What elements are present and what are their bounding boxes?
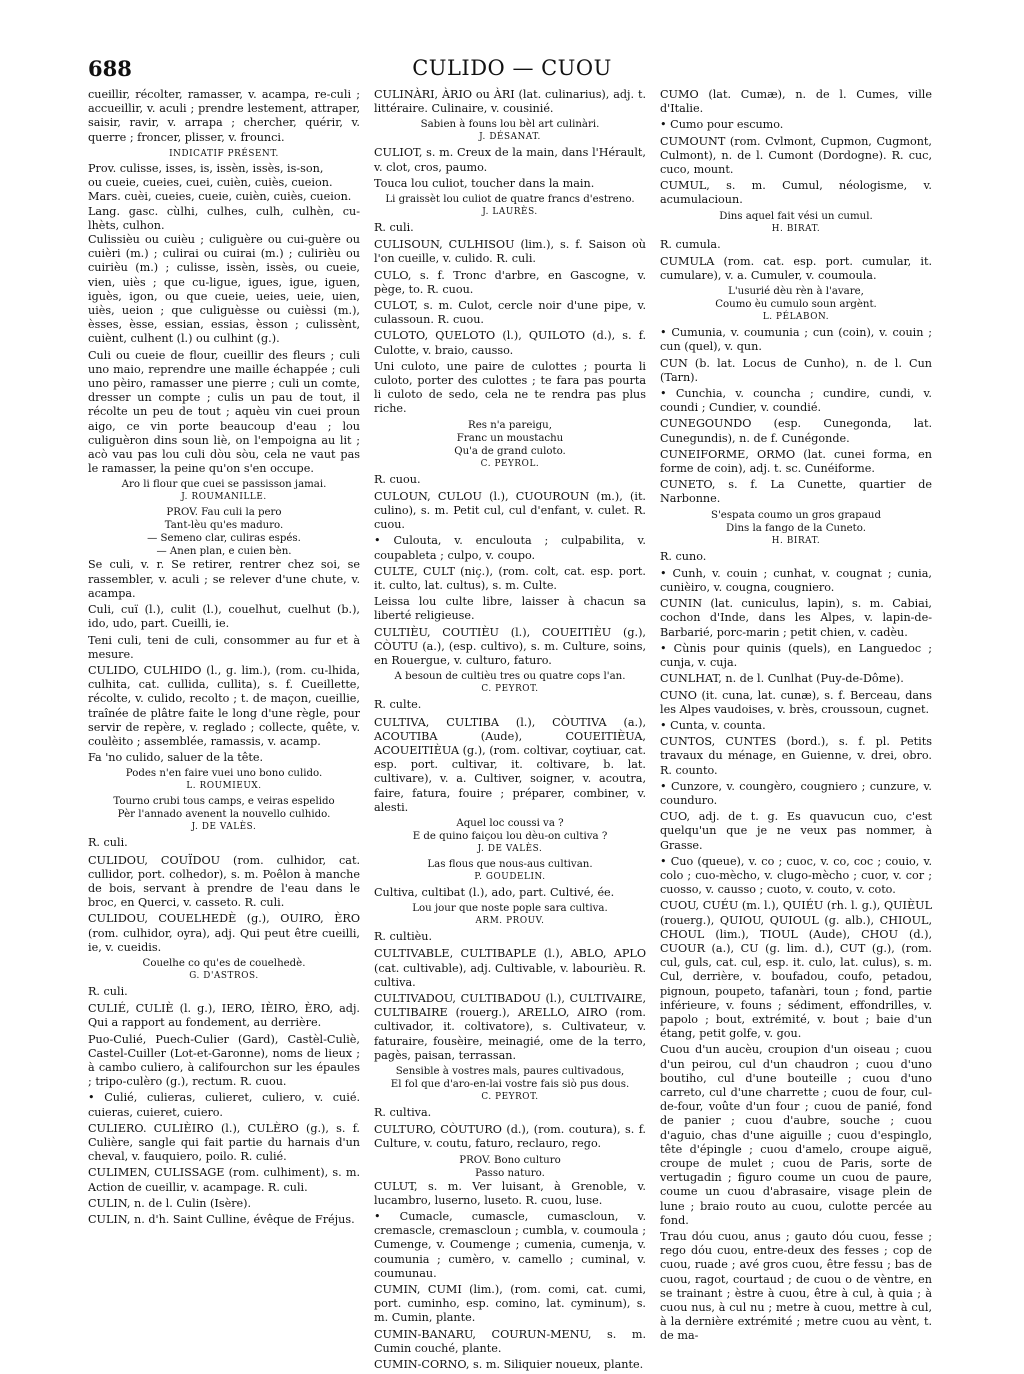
column-3-entry-text: CUNLHAT, n. de l. Cunlhat (Puy-de-Dôme). <box>660 672 904 686</box>
column-3-entry-text: CUNEGOUNDO (esp. Cunegonda, lat. Cunegundis), n. de f. Cunégonde. <box>660 417 932 445</box>
column-3-entry-text: CUMUL, s. m. Cumul, néologisme, v. acumulacioun. <box>660 179 932 207</box>
column-1-entry-text: CULIERO. CULIÈIRO (l.), CULÈRO (g.), s. f. Culière, sangle qui fait partie du harnais d'un cheval, v. fauquiero, poilo. R. culié. <box>88 1121 360 1164</box>
column-2-attribution: P. GOUDELIN. <box>474 871 546 882</box>
column-1-attribution: J. ROUMANILLE. <box>181 492 267 503</box>
column-1-attribution: J. DE VALÈS. <box>191 822 257 833</box>
column-2-quotation-line: Sabien à founs lou bèl art culinàri. <box>420 119 600 131</box>
column-1-quotation-line: Tant-lèu qu'es maduro. <box>164 520 284 532</box>
column-3-entry-text: CUMULA (rom. cat. esp. port. cumular, it. cumulare), v. a. Cumuler, v. coumoula. <box>660 254 932 283</box>
column-3-entry-text: • Cunchia, v. counchа ; cundire, cundi, v. coundi ; Cundier, v. coundié. <box>660 387 932 415</box>
column-2-attribution: J. LAURÈS. <box>482 207 538 218</box>
column-2-entry-text: CUMIN-BANARU, COURUN-MENU, s. m. Cumin couché, plante. <box>374 1327 646 1355</box>
column-1-entry-text: Se culi, v. r. Se retirer, rentrer chez soi, se rassembler, v. aculi ; se relever d'une chute, v. acampa. <box>88 558 360 600</box>
page-number: 688 <box>88 56 132 81</box>
running-head: CULIDO — CUOU <box>412 56 612 80</box>
column-1-attribution: L. ROUMIEUX. <box>186 781 262 792</box>
column-2-quotation-line: Aquel loc coussi va ? <box>456 817 564 829</box>
column-3-quotation-line: Dins la fango de la Cuneto. <box>726 522 866 534</box>
column-1-entry-text: CULIÉ, CULIÈ (l. g.), IERO, IÈIRO, ÈRO, adj. Qui a rapport au fondement, au derrière. <box>88 1002 360 1030</box>
column-2-entry-text: CULTE, CULT (niç.), (rom. colt, cat. esp. port. it. culto, lat. cultus), s. m. Culte. <box>374 564 646 593</box>
column-2-entry-text: CUMIN, CUMI (lim.), (rom. comi, cat. cumi, port. cuminho, esp. comino, lat. cyminum), s. m. Cumin, plante. <box>374 1282 646 1325</box>
column-2-attribution: J. DE VALÈS. <box>477 843 543 854</box>
column-2-entry-text: CULTIVADOU, CULTIBADOU (l.), CULTIVAIRE, CULTIBAIRE (rouerg.), ARELLO, AIRO (rom. cultivador, it. coltivatore), s. Cultivateur, v. faturaire, fousèire, meinagié, ome de la terro, pagès, paisan, terrassan. <box>374 991 646 1062</box>
column-1-entry-text: • Culié, culieras, culieret, culiero, v. cuié. cuieras, cuieret, cuiero. <box>88 1091 360 1119</box>
column-3-entry-text: CUNETO, s. f. La Cunette, quartier de Narbonne. <box>660 478 932 506</box>
column-3-entry-text: CUMO (lat. Cumæ), n. de l. Cumes, ville d'Italie. <box>660 88 932 116</box>
column-2-attribution: ARM. PROUV. <box>475 916 545 927</box>
column-2-entry-text: CULUT, s. m. Ver luisant, à Grenoble, v. lucambro, luserno, luseto. R. cuou, luse. <box>374 1179 646 1207</box>
column-2-quotation-line: El fol que d'aro-en-lai vostre fais siò pus dous. <box>390 1078 630 1090</box>
column-2-attribution: C. PEYROT. <box>481 1091 539 1102</box>
column-1-quotation-line: Tourno crubi tous camps, e veiras espelido <box>113 796 335 808</box>
column-1-entry-text: CULIDOU, COUELHEDÈ (g.), OUIRO, ÈRO (rom. culhidor, oyra), adj. Qui peut être cueilli, ie, v. cueidis. <box>88 912 360 954</box>
column-2-entry-text: • Cumacle, cumascle, cumascloun, v. cremascle, cremascloun ; cumbla, v. coumoula ; Cumenge, v. Coumenge ; cumenia, cumenja, v. coumunia ; cumèro, v. camello ; cuminal, v. coumunau. <box>374 1209 646 1280</box>
column-2-entry-text: CULTIVA, CULTIBA (l.), CÒUTIVA (a.), ACOUTIBA (Aude), COUEITIÈUA, ACOUEITIÈUA (g.), (rom. coltivar, coytiuar, cat. esp. port. cultivar, it. coltivare, b. lat. cultivare), v. a. Cultiver, soigner, v. acoutra, faire, fatura, fouire ; préparer, combiner, v. alesti. <box>374 715 646 814</box>
column-1-entry-text: Prov. culisse, isses, is, issèn, issès, is-son, <box>88 162 324 176</box>
column-3-entry-text: • Cumunia, v. coumunia ; cun (coin), v. couin ; cun (quel), v. qun. <box>660 326 932 354</box>
column-1-entry-text: Culi, cuï (l.), culit (l.), couelhut, cuelhut (b.), ido, udo, part. Cueilli, ie. <box>88 603 360 631</box>
column-2-reference: R. culi. <box>374 221 414 235</box>
column-2-entry-text: CULTIÈU, COUTIÈU (l.), COUEITIÈU (g.), CÒUTU (a.), (esp. cultivo), s. m. Culture, soins, en Rouergue, v. culturo, faturo. <box>374 625 646 668</box>
column-3 <box>660 88 932 1346</box>
column-1-quotation-line: PROV. Fau culi la pero <box>166 507 282 519</box>
column-2-quotation-line: Lou jour que noste pople sara cultiva. <box>412 903 608 915</box>
column-2-quotation-line: Res n'a pareigu, <box>468 419 552 431</box>
column-2-attribution: J. DÉSANAT. <box>479 132 541 143</box>
column-2-reference: R. cultièu. <box>374 930 433 944</box>
column-2-entry-text: CUMIN-CORNO, s. m. Siliquier noueux, plante. <box>374 1358 644 1371</box>
column-2-entry-text: • Culouta, v. enculouta ; culpabilita, v. coupableta ; culpo, v. coupo. <box>374 534 646 562</box>
column-2-entry-text: CULINÀRI, ÀRIO ou ÀRI (lat. culinarius), adj. t. littéraire. Culinaire, v. cousinié. <box>374 88 646 116</box>
column-3-entry-text: CUNEIFORME, ORMO (lat. cunei forma, en forme de coin), adj. t. sc. Cunéiforme. <box>660 447 932 476</box>
column-2-entry-text: CULTIVABLE, CULTIBAPLE (l.), ABLO, APLO (cat. cultivable), adj. Cultivable, v. labourièu. R. cultiva. <box>374 947 646 989</box>
column-1-entry-text: CULIDO, CULHIDO (l., g. lim.), (rom. cu-lhida, culhita, cat. cullida, cullita), s. f. Cueillette, récolte, v. culido, recolto ; t. de maçon, cueillie, traînée de plâtre faite le long d'une règle, pour servir de repère, v. reglado ; collecte, quête, v. coulèito ; assemblée, ramassis, v. acamp. <box>88 663 360 748</box>
column-3-quotation-line: L'usurié dèu rèn à l'avare, <box>728 286 864 298</box>
column-3-quotation-line: S'espata coumo un gros grapaud <box>711 509 881 521</box>
column-2-entry-text: Uni culoto, une paire de culottes ; pourta li culoto, porter des culottes ; te fara pas pourta li culoto de sedo, cela ne te rendra pas plus riche. <box>374 359 646 416</box>
column-1-entry-text: Puo-Culié, Puech-Culier (Gard), Castèl-Culiè, Castel-Cuiller (Lot-et-Garonne), noms de lieux ; à cambo culiero, à califourchon sur les épaules ; tripo-culèro (g.), rectum. R. cuou. <box>88 1032 360 1089</box>
column-1-quotation-line: Pèr l'annado avenent la nouvello culhido. <box>117 809 331 821</box>
column-3-reference: R. cuno. <box>660 549 707 563</box>
column-2-entry-text: CULIOT, s. m. Creux de la main, dans l'Hérault, v. clot, cros, paumo. <box>374 146 646 174</box>
column-1-subheading: INDICATIF PRÉSENT. <box>169 148 279 159</box>
column-3-entry-text: • Cuo (queue), v. co ; cuoc, v. co, coc ; couio, v. colo ; cuo-mècho, v. clugo-mècho ; cuor, v. cor ; cuosso, v. causso ; cuoto, v. couto, v. coto. <box>660 854 932 897</box>
column-1-quotation-line: Podes n'en faire vuei uno bono culido. <box>125 768 323 780</box>
column-2-entry-text: CULOUN, CULOU (l.), CUOUROUN (m.), (it. culino), s. m. Petit cul, cul d'enfant, v. culet. R. cuou. <box>374 489 646 532</box>
column-2-entry-text: CULOT, s. m. Culot, cercle noir d'une pipe, v. culassoun. R. cuou. <box>374 299 646 327</box>
column-3-reference: R. cumula. <box>660 237 721 251</box>
column-2-entry-text: Cultiva, cultibat (l.), ado, part. Cultivé, ée. <box>374 885 615 899</box>
column-2-quotation-line: Qu'a de grand culoto. <box>454 445 566 457</box>
column-2-quotation-line: Li graissèt lou culiot de quatre francs d'estreno. <box>385 194 635 206</box>
column-1-entry-text: CULIN, n. d'h. Saint Culline, évêque de Fréjus. <box>88 1213 355 1226</box>
column-1-entry-text: ou cueie, cueies, cuei, cuièn, cuiès, cueion. <box>88 176 333 190</box>
column-2-entry-text: CULOTO, QUELOTO (l.), QUILOTO (d.), s. f. Culotte, v. braio, causso. <box>374 329 646 357</box>
column-2-entry-text: CULO, s. f. Tronc d'arbre, en Gascogne, v. pège, to. R. cuou. <box>374 268 646 296</box>
column-1 <box>88 88 360 1229</box>
column-3-entry-text: Cuou d'un aucèu, croupion d'un oiseau ; cuou d'un peirou, cul d'un chaudron ; cuou d'uno boutiho, cul d'une bouteille ; cuou d'uno carreto, cul d'une charrette ; cuou de four, cul-de-four, voûte d'un four ; cuou de panié, fond de panier ; cuou d'aubre, souche ; cuou d'aguio, chas d'une aiguille ; cuou d'espinglo, tête d'épingle ; cuou d'amelo, croupe aiguë, croupe de mulet ; cuou de Paris, sorte de vertugadin ; figuro coume un cuou de paure, coume un cuou d'abrasaire, visage plein de lune ; braio routo au cuou, culotte percée au fond. <box>660 1043 932 1227</box>
column-3-attribution: H. BIRAT. <box>771 535 821 546</box>
column-3-entry-text: CUN (b. lat. Locus de Cunho), n. de l. Cun (Tarn). <box>660 356 932 384</box>
column-3-attribution: L. PÉLABON. <box>762 312 830 323</box>
column-3-entry-text: • Cumo pour escumo. <box>660 118 784 132</box>
column-2-reference: R. culte. <box>374 698 422 712</box>
column-1-entry-text: Mars. cuèi, cueies, cueie, cuièn, cuiès, cueion. <box>88 190 352 204</box>
column-1-entry-text: CULIMEN, CULISSAGE (rom. culhiment), s. m. Action de cueillir, v. acampage. R. culi. <box>88 1166 360 1194</box>
column-1-reference: R. culi. <box>88 984 128 998</box>
column-1-entry-text: Fa 'no culido, saluer de la tête. <box>88 751 264 765</box>
column-3-entry-text: • Cunh, v. couin ; cunhat, v. cougnat ; cunia, cunièiro, v. cougna, cougniero. <box>660 566 932 595</box>
column-1-quotation-line: Aro li flour que cuei se passisson jamai. <box>121 479 327 491</box>
column-3-entry-text: CUMOUNT (rom. Cvlmont, Cupmon, Cugmont, Culmont), n. de l. Cumont (Dordogne). R. cuc, cuco, mount. <box>660 134 932 177</box>
column-3-entry-text: CUNIN (lat. cuniculus, lapin), s. m. Cabiai, cochon d'Inde, dans les Alpes, v. lapin-de-Barbarié, porc-marin ; petit chien, v. cadèu. <box>660 597 932 639</box>
column-2-entry-text: CULISOUN, CULHISOU (lim.), s. f. Saison où l'on cueille, v. culido. R. culi. <box>374 238 646 266</box>
column-2-entry-text: Touca lou culiot, toucher dans la main. <box>374 176 595 190</box>
column-2-reference: R. cuou. <box>374 472 421 486</box>
column-1-quotation-line: Couelhe co qu'es de couelhedè. <box>142 957 306 969</box>
column-3-entry-text: • Cunzore, v. coungèro, cougniero ; cunzure, v. counduro. <box>660 779 932 807</box>
column-3-entry-text: • Cùnis pour quinis (quels), en Languedoc ; cunja, v. cuja. <box>660 641 932 670</box>
column-3-entry-text: CUOU, CUÉU (m. l.), QUIÉU (rh. l. g.), QUIÈUL (rouerg.), QUIOU, QUIOUL (g. alb.), CHIOUL, CHOUL (lim.), TIOUL (Aude), CHOU (d.), CUOUR (a.), CU (g. lim. d.), CUT (g.), (rom. cul, guls, cat. cul, esp. it. culo, lat. culus), s. m. Cul, derrière, v. boufadou, coufo, petadou, pignoun, poupeto, tafanàri, toun ; fond, partie inférieure, v. founs ; sédiment, effondrilles, v. papolo ; bout, extrémité, v. bout ; baie d'un étang, petit golfe, v. gou. <box>660 899 932 1041</box>
column-2-attribution: C. PEYROT. <box>481 684 539 695</box>
column-3-entry-text: CUNO (it. cuna, lat. cunæ), s. f. Berceau, dans les Alpes vaudoises, v. brès, croussoun, cugnet. <box>660 688 932 716</box>
column-3-entry-text: • Cunta, v. counta. <box>660 718 766 732</box>
column-2-quotation-line: E de quino faiçou lou dèu-on cultiva ? <box>412 830 608 842</box>
column-1-entry-text: CULIN, n. de l. Culin (Isère). <box>88 1196 252 1210</box>
column-1-entry-text: CULIDOU, COUÏDOU (rom. culhidor, cat. cullidor, port. colhedor), s. m. Poêlon à manche de bois, servant à prendre de l'eau dans le broc, en Querci, v. casseto. R. culi. <box>88 853 360 910</box>
column-3-entry-text: Trau dóu cuou, anus ; gauto dóu cuou, fesse ; rego dóu cuou, entre-deux des fesses ; cop de cuou, ruade ; avé gros cuou, être fessu ; bas de cuou, ragot, courtaud ; de cuou o de vèntre, en se trainant ; èstre à cuou, être à cul, à quia ; à cuou nus, à cul nu ; metre à cuou, mettre à cul, à la dernière extrémité ; metre cuou au vènt, t. de ma- <box>660 1230 932 1343</box>
column-2-quotation-line: Sensible à vostres mals, paures cultivadous, <box>395 1065 625 1077</box>
column-2-entry-text: Leissa lou culte libre, laisser à chacun sa liberté religieuse. <box>374 595 646 623</box>
column-2 <box>374 88 646 1374</box>
column-1-entry-text: Lang. gasc. cùlhi, culhes, culh, culhèn, cu-lhèts, culhon. <box>88 204 360 232</box>
column-3-entry-text: CUO, adj. de t. g. Es quavucun cuo, c'est quelqu'un que je ne veux pas nommer, à Grasse. <box>660 810 932 852</box>
column-2-reference: R. cultiva. <box>374 1105 432 1119</box>
column-2-quotation-line: Franc un moustachu <box>456 432 564 444</box>
column-3-quotation-line: Coumo èu cumulo soun argènt. <box>715 299 877 311</box>
column-2-quotation-line: A besoun de cultièu tres ou quatre cops l'an. <box>394 671 626 683</box>
column-1-attribution: G. D'ASTROS. <box>189 970 259 981</box>
column-2-attribution: C. PEYROL. <box>480 458 540 469</box>
column-2-entry-text: CULTURO, CÒUTURO (d.), (rom. coutura), s. f. Culture, v. coutu, faturo, reclauro, rego. <box>374 1123 646 1151</box>
column-1-entry-text: Culissièu ou cuièu ; culiguère ou cui-guère ou cuièri (m.) ; culirai ou cuirai (m.) ; culirièu ou cuirièu (m.) ; culisse, issèn, issès, ou cueie, vien, uiès ; que cu-ligue, igues, igue, iguen, iguès, igon, ou que cueie, ueies, ueie, uien, uiès, ueion ; que culiguèsse ou cuièssi (m.), èsses, èsse, essian, essias, èsson ; culissènt, cuiènt, culhent (l.) ou culhint (g.). <box>88 233 360 346</box>
column-2-quotation-line: Las flous que nous-aus cultivan. <box>427 858 593 870</box>
column-1-entry-text: Culi ou cueie de flour, cueillir des fleurs ; culi uno maio, reprendre une maille échappée ; culi uno pèiro, ramasser une pierre ; culi un comte, dresser un compte ; culis un pau de tout, il récolte un peu de tout ; aquèu vin cuei proun aigo, ce vin porte beaucoup d'eau ; lou culiguèron dins soun liè, on l'empoigna au lit ; acò vau pas lou culi dòu sòu, cela ne vaut pas le ramasser, la peine qu'on s'en occupe. <box>88 348 360 476</box>
column-3-attribution: H. BIRAT. <box>771 223 821 234</box>
column-1-reference: R. culi. <box>88 836 128 850</box>
column-2-quotation-line: Passo naturo. <box>475 1167 545 1179</box>
column-3-quotation-line: Dins aquel fait vési un cumul. <box>719 210 873 222</box>
column-2-quotation-line: PROV. Bono culturo <box>459 1154 561 1166</box>
column-1-entry-text: Teni culi, teni de culi, consommer au fur et à mesure. <box>88 633 360 661</box>
column-3-entry-text: CUNTOS, CUNTES (bord.), s. f. pl. Petits travaux du ménage, en Guienne, v. drei, obro. R. counto. <box>660 735 932 777</box>
column-1-quotation-line: — Anen plan, e cuien bèn. <box>156 546 292 558</box>
column-1-quotation-line: — Semeno clar, culiras espés. <box>147 533 301 545</box>
column-1-entry-text: cueillir, récolter, ramasser, v. acampa, re-culi ; accueillir, v. aculi ; prendre lestement, attraper, saisir, ravir, v. arrapa ; chercher, quérir, v. querre ; froncer, plisser, v. frounci. <box>88 88 360 144</box>
